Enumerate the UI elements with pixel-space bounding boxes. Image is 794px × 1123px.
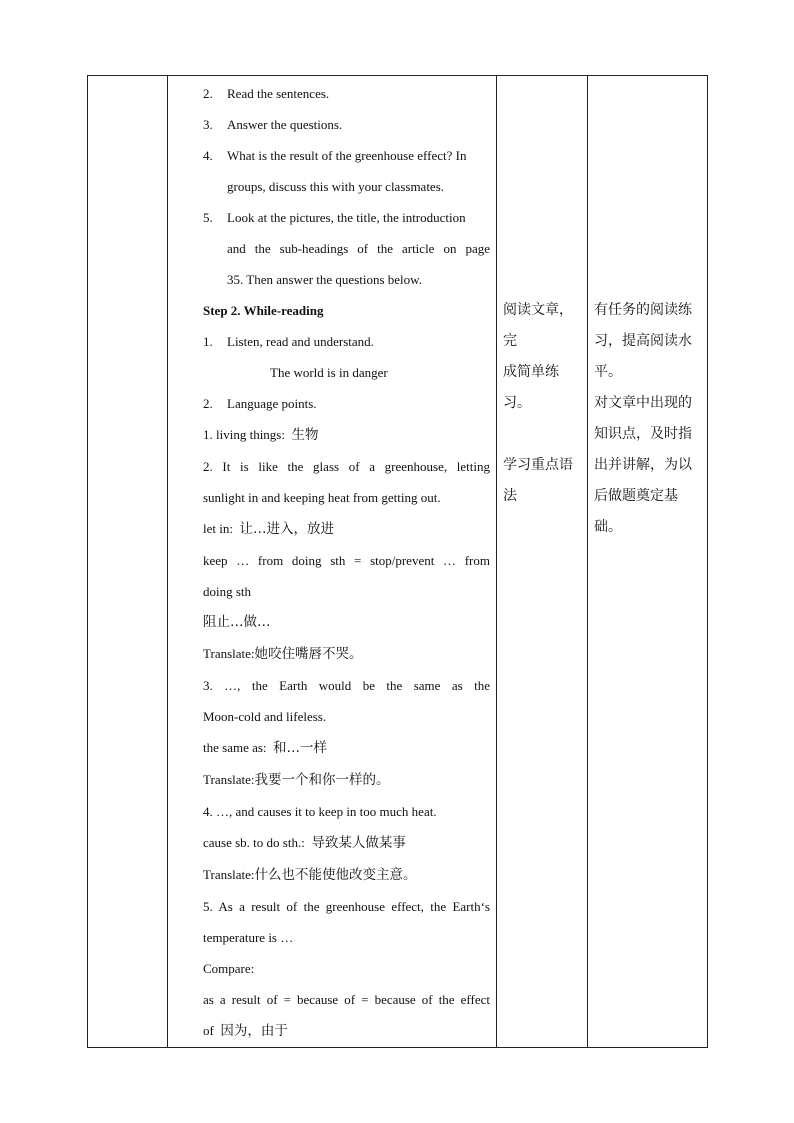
translate-exercise-3: Translate:什么也不能使他改变主意。 bbox=[203, 867, 417, 883]
translate-exercise-1: Translate:她咬住嘴唇不哭。 bbox=[203, 646, 363, 662]
step-item-3: 3. Answer the questions. bbox=[203, 117, 343, 132]
phrase-cause: cause sb. to do sth.: 导致某人做某事 bbox=[203, 835, 406, 851]
activity-reading-line1: 阅读文章，完 bbox=[503, 302, 573, 349]
while-reading-item-2: 2. Language points. bbox=[203, 396, 317, 411]
purpose-points-line1: 对文章中出现的 bbox=[594, 395, 692, 411]
step-item-4: 4. What is the result of the greenhouse effect? In bbox=[203, 148, 467, 163]
step-item-5-cont2: 35. Then answer the questions below. bbox=[227, 272, 422, 287]
point-2-sentence: 2. It is like the glass of a greenhouse, letting bbox=[203, 459, 490, 474]
lesson-plan-table bbox=[87, 75, 708, 1048]
phrase-keep-from-cont: doing sth bbox=[203, 584, 252, 599]
point-4-sentence: 4. …, and causes it to keep in too much heat. bbox=[203, 804, 437, 819]
stage-cell bbox=[88, 76, 168, 1048]
purpose-reading-line3: 平。 bbox=[594, 364, 622, 380]
step-item-5: 5. Look at the pictures, the title, the introduction bbox=[203, 210, 466, 225]
design-purpose-cell bbox=[588, 76, 708, 1048]
article-title: The world is in danger bbox=[270, 365, 388, 380]
student-activity-cell bbox=[497, 76, 588, 1048]
activity-grammar-line1: 学习重点语 bbox=[503, 457, 573, 473]
step-item-2: 2. Read the sentences. bbox=[203, 86, 330, 101]
phrase-as-a-result-cont: of 因为，由于 bbox=[203, 1023, 288, 1039]
translate-exercise-2: Translate:我要一个和你一样的。 bbox=[203, 772, 390, 788]
point-living-things: 1. living things: 生物 bbox=[203, 427, 319, 443]
point-3-sentence: 3. …, the Earth would be the same as the bbox=[203, 678, 490, 693]
point-2-sentence-cont: sunlight in and keeping heat from getting out. bbox=[203, 490, 441, 505]
point-3-sentence-cont: Moon-cold and lifeless. bbox=[203, 709, 327, 724]
purpose-reading-line2: 习，提高阅读水 bbox=[594, 333, 692, 349]
phrase-keep-from: keep … from doing sth = stop/prevent … from bbox=[203, 553, 490, 568]
purpose-points-line4: 后做题奠定基础。 bbox=[594, 488, 678, 535]
activity-reading-line2: 成简单练习。 bbox=[503, 364, 559, 411]
step2-heading: Step 2. While-reading bbox=[203, 303, 324, 318]
teaching-content-cell bbox=[168, 76, 497, 1048]
step-item-4-cont: groups, discuss this with your classmates. bbox=[227, 179, 445, 194]
while-reading-item-1: 1. Listen, read and understand. bbox=[203, 334, 374, 349]
purpose-reading-line1: 有任务的阅读练 bbox=[594, 302, 692, 318]
step-item-5-cont: and the sub-headings of the article on page bbox=[227, 241, 490, 256]
point-5-sentence-cont: temperature is … bbox=[203, 930, 294, 945]
phrase-let-in: let in: 让…进入，放进 bbox=[203, 521, 334, 537]
activity-grammar-line2: 法 bbox=[503, 488, 517, 504]
table-row bbox=[88, 76, 708, 1048]
phrase-keep-from-meaning: 阻止…做… bbox=[203, 614, 271, 630]
point-5-sentence: 5. As a result of the greenhouse effect, the Earth‘s bbox=[203, 899, 490, 914]
compare-label: Compare: bbox=[203, 961, 255, 976]
purpose-points-line3: 出并讲解，为以 bbox=[594, 457, 692, 473]
purpose-points-line2: 知识点，及时指 bbox=[594, 426, 692, 442]
phrase-as-a-result: as a result of = because of = because of the effect bbox=[203, 992, 490, 1007]
phrase-same-as: the same as: 和…一样 bbox=[203, 740, 328, 756]
